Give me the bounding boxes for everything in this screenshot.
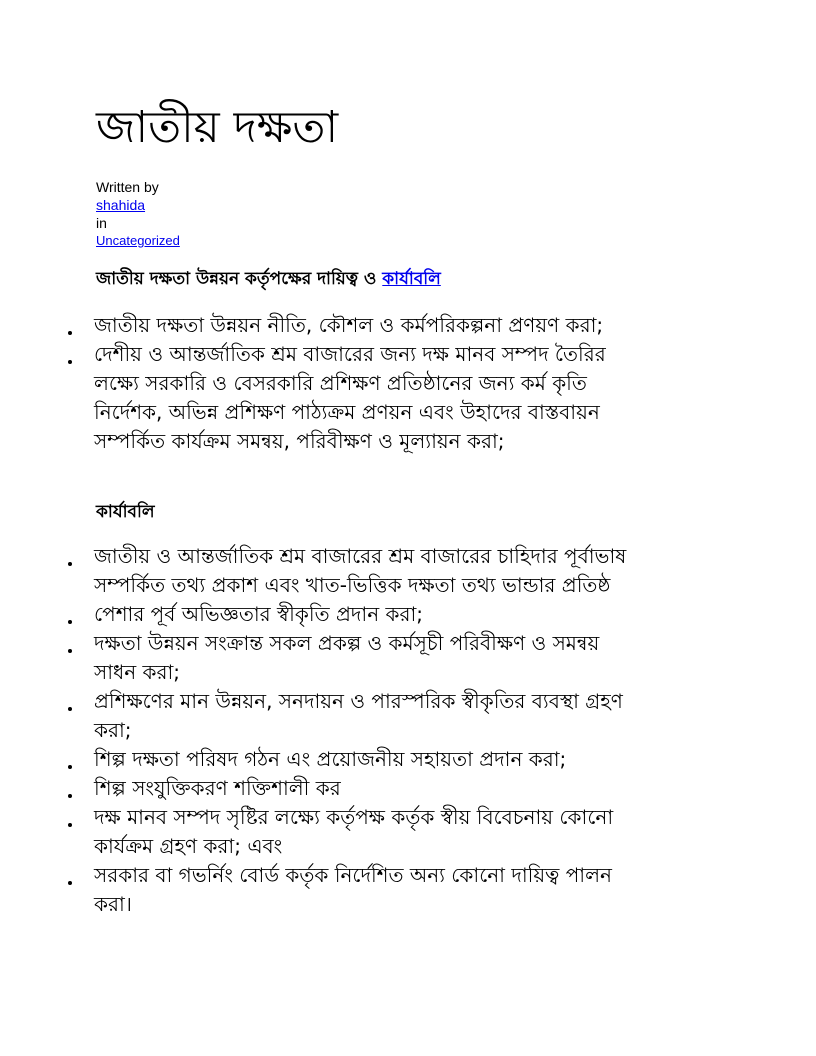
page-title: জাতীয় দক্ষতা — [96, 102, 339, 153]
list-item: দক্ষ মানব সম্পদ সৃষ্টির লক্ষ্যে কর্তৃপক্ষ কর্তৃক স্বীয় বিবেচনায় কোনো কার্যক্রম গ্রহণ করা; এবং — [58, 803, 718, 861]
section-heading-functions: কার্যাবলি — [96, 502, 155, 522]
list-item: পেশার পূর্ব অভিজ্ঞতার স্বীকৃতি প্রদান করা; — [58, 600, 718, 629]
written-by-label: Written by — [96, 179, 159, 195]
category-link[interactable]: Uncategorized — [96, 233, 180, 248]
section-heading-text: জাতীয় দক্ষতা উন্নয়ন কর্তৃপক্ষের দায়িত্ব ও — [96, 269, 383, 289]
post-meta — [96, 178, 180, 250]
section-heading-responsibilities — [96, 264, 441, 294]
list-item: জাতীয় ও আন্তর্জাতিক শ্রম বাজারের শ্রম বাজারের চাহিদার পূর্বাভাষ সম্পর্কিত তথ্য প্রকাশ এবং খাত-ভিত্তিক দক্ষতা তথ্য ভান্ডার প্রতিষ্ঠ — [58, 542, 718, 600]
functions-link[interactable]: কার্যাবলি — [382, 269, 441, 289]
list-item: সরকার বা গভর্নিং বোর্ড কর্তৃক নির্দেশিত অন্য কোনো দায়িত্ব পালন করা। — [58, 861, 718, 919]
list-item: শিল্প দক্ষতা পরিষদ গঠন এং প্রয়োজনীয় সহায়তা প্রদান করা; — [58, 745, 718, 774]
list-item: প্রশিক্ষণের মান উন্নয়ন, সনদায়ন ও পারস্পরিক স্বীকৃতির ব্যবস্থা গ্রহণ করা; — [58, 687, 718, 745]
in-label: in — [96, 215, 107, 231]
responsibilities-list — [58, 311, 718, 456]
list-item: দক্ষতা উন্নয়ন সংক্রান্ত সকল প্রকল্প ও কর্মসূচী পরিবীক্ষণ ও সমন্বয় সাধন করা; — [58, 629, 718, 687]
author-link[interactable]: shahida — [96, 197, 146, 213]
list-item: শিল্প সংযুক্তিকরণ শক্তিশালী কর — [58, 774, 718, 803]
list-item: জাতীয় দক্ষতা উন্নয়ন নীতি, কৌশল ও কর্মপরিকল্পনা প্রণয়ণ করা; — [58, 311, 718, 340]
list-item: দেশীয় ও আন্তর্জাতিক শ্রম বাজারের জন্য দক্ষ মানব সম্পদ তৈরির লক্ষ্যে সরকারি ও বেসরকারি প্রশিক্ষণ প্রতিষ্ঠানের জন্য কর্ম কৃতি নির্দেশক, অভিন্ন প্রশিক্ষণ পাঠ্যক্রম প্রণয়ন এবং উহাদের বাস্তবায়ন সম্পর্কিত কার্যক্রম সমন্বয়, পরিবীক্ষণ ও মূল্যায়ন করা; — [58, 340, 718, 456]
functions-list — [58, 542, 718, 919]
